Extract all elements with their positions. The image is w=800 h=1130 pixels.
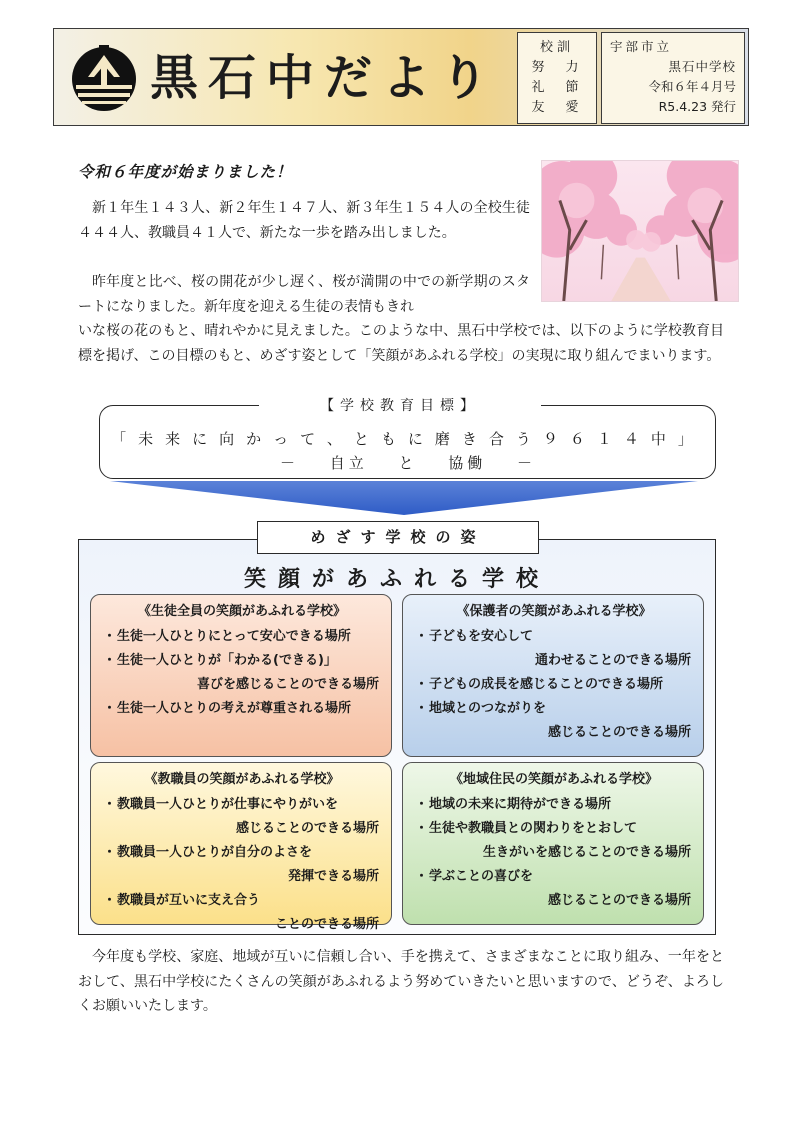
article-paragraph-end: いな桜の花のもと、晴れやかに見えました。このような中、黒石中学校では、以下のように学校教育目標を掲げ、この目標のもと、めざす姿として「笑顔があふれる学校」の実現に取り組んでまいります。 — [78, 323, 724, 364]
card-item-continued: 感じることのできる場所 — [547, 893, 691, 908]
publisher-city: 宇部市立 — [610, 39, 673, 54]
card-item: ・教職員が互いに支え合う — [103, 893, 261, 908]
card-title: 《保護者の笑顔があふれる学校》 — [456, 604, 652, 619]
card-item-continued: 通わせることのできる場所 — [534, 653, 691, 668]
card-item-continued: 生きがいを感じることのできる場所 — [482, 845, 691, 860]
article-paragraph — [78, 270, 724, 368]
issue-month: 令和６年４月号 — [648, 79, 736, 94]
card-item: ・教職員一人ひとりが自分のよさを — [103, 845, 313, 860]
article-paragraph-start: 昨年度と比べ、桜の開花が少し遅く、桜が満開の中での新学期のスタートになりました。新年度を迎える生徒の表情もきれ — [78, 274, 530, 315]
school-vision-heading: 笑顔があふれる学校 — [243, 567, 550, 592]
article-paragraph: 新１年生１４３人、新２年生１４７人、新３年生１５４人の全校生徒４４４人、教職員４１人で、新たな一歩を踏み出しました。 — [78, 200, 530, 241]
card-item-continued: 発揮できる場所 — [287, 869, 379, 884]
newsletter-title: 黒石中だより — [150, 50, 499, 106]
card-item: ・学ぶことの喜びを — [415, 869, 534, 884]
issue-date: R5.4.23 発行 — [658, 99, 736, 114]
card-item: ・地域の未来に期待ができる場所 — [415, 797, 612, 812]
newsletter-header — [53, 28, 749, 126]
card-item: ・生徒一人ひとりが「わかる(できる)」 — [103, 653, 337, 668]
card-item-continued: 感じることのできる場所 — [547, 725, 691, 740]
community-card — [402, 762, 704, 925]
card-item: ・地域とのつながりを — [415, 701, 547, 716]
card-item: ・子どもの成長を感じることのできる場所 — [415, 677, 664, 692]
motto-line: 努 力 — [531, 60, 583, 75]
motto-line: 礼 節 — [531, 80, 583, 95]
card-item: ・教職員一人ひとりが仕事にやりがいを — [103, 797, 339, 812]
motto-line: 友 愛 — [531, 100, 583, 115]
education-goal-label: 【学校教育目標】 — [259, 396, 541, 416]
staff-card — [90, 762, 392, 932]
students-card — [90, 594, 392, 757]
card-item-continued: 喜びを感じることのできる場所 — [196, 677, 379, 692]
education-goal-subtitle: － 自立 と 協働 － — [279, 454, 537, 472]
education-goal-text: 「未来に向かって、ともに磨き合う９６１４中」 — [111, 430, 705, 448]
closing-paragraph: 今年度も学校、家庭、地域が互いに信頼し合い、手を携えて、さまざまなことに取り組み、一年をとおして、黒石中学校にたくさんの笑顔があふれるよう努めていきたいと思いますので、どうぞ、よろしくお願いいたします。 — [78, 949, 724, 1015]
card-item-continued: ことのできる場所 — [274, 917, 379, 932]
card-item: ・生徒一人ひとりにとって安心できる場所 — [103, 629, 351, 644]
card-title: 《教職員の笑顔があふれる学校》 — [144, 772, 340, 787]
card-item-continued: 感じることのできる場所 — [235, 821, 379, 836]
parents-card — [402, 594, 704, 757]
publisher-school: 黒石中学校 — [668, 59, 736, 74]
card-item: ・子どもを安心して — [415, 629, 534, 644]
card-item: ・生徒一人ひとりの考えが尊重される場所 — [103, 701, 352, 716]
card-title: 《地域住民の笑顔があふれる学校》 — [449, 772, 658, 787]
down-arrow-icon — [110, 481, 698, 515]
motto-line: 校訓 — [539, 40, 574, 55]
article-title: 令和６年度が始まりました！ — [78, 162, 293, 181]
school-motto — [517, 32, 597, 124]
card-title: 《生徒全員の笑顔があふれる学校》 — [137, 604, 346, 619]
school-vision-label: めざす学校の姿 — [257, 521, 539, 554]
school-emblem-icon — [68, 41, 140, 113]
publisher-info — [601, 32, 745, 124]
card-item: ・生徒や教職員との関わりをとおして — [415, 821, 638, 836]
